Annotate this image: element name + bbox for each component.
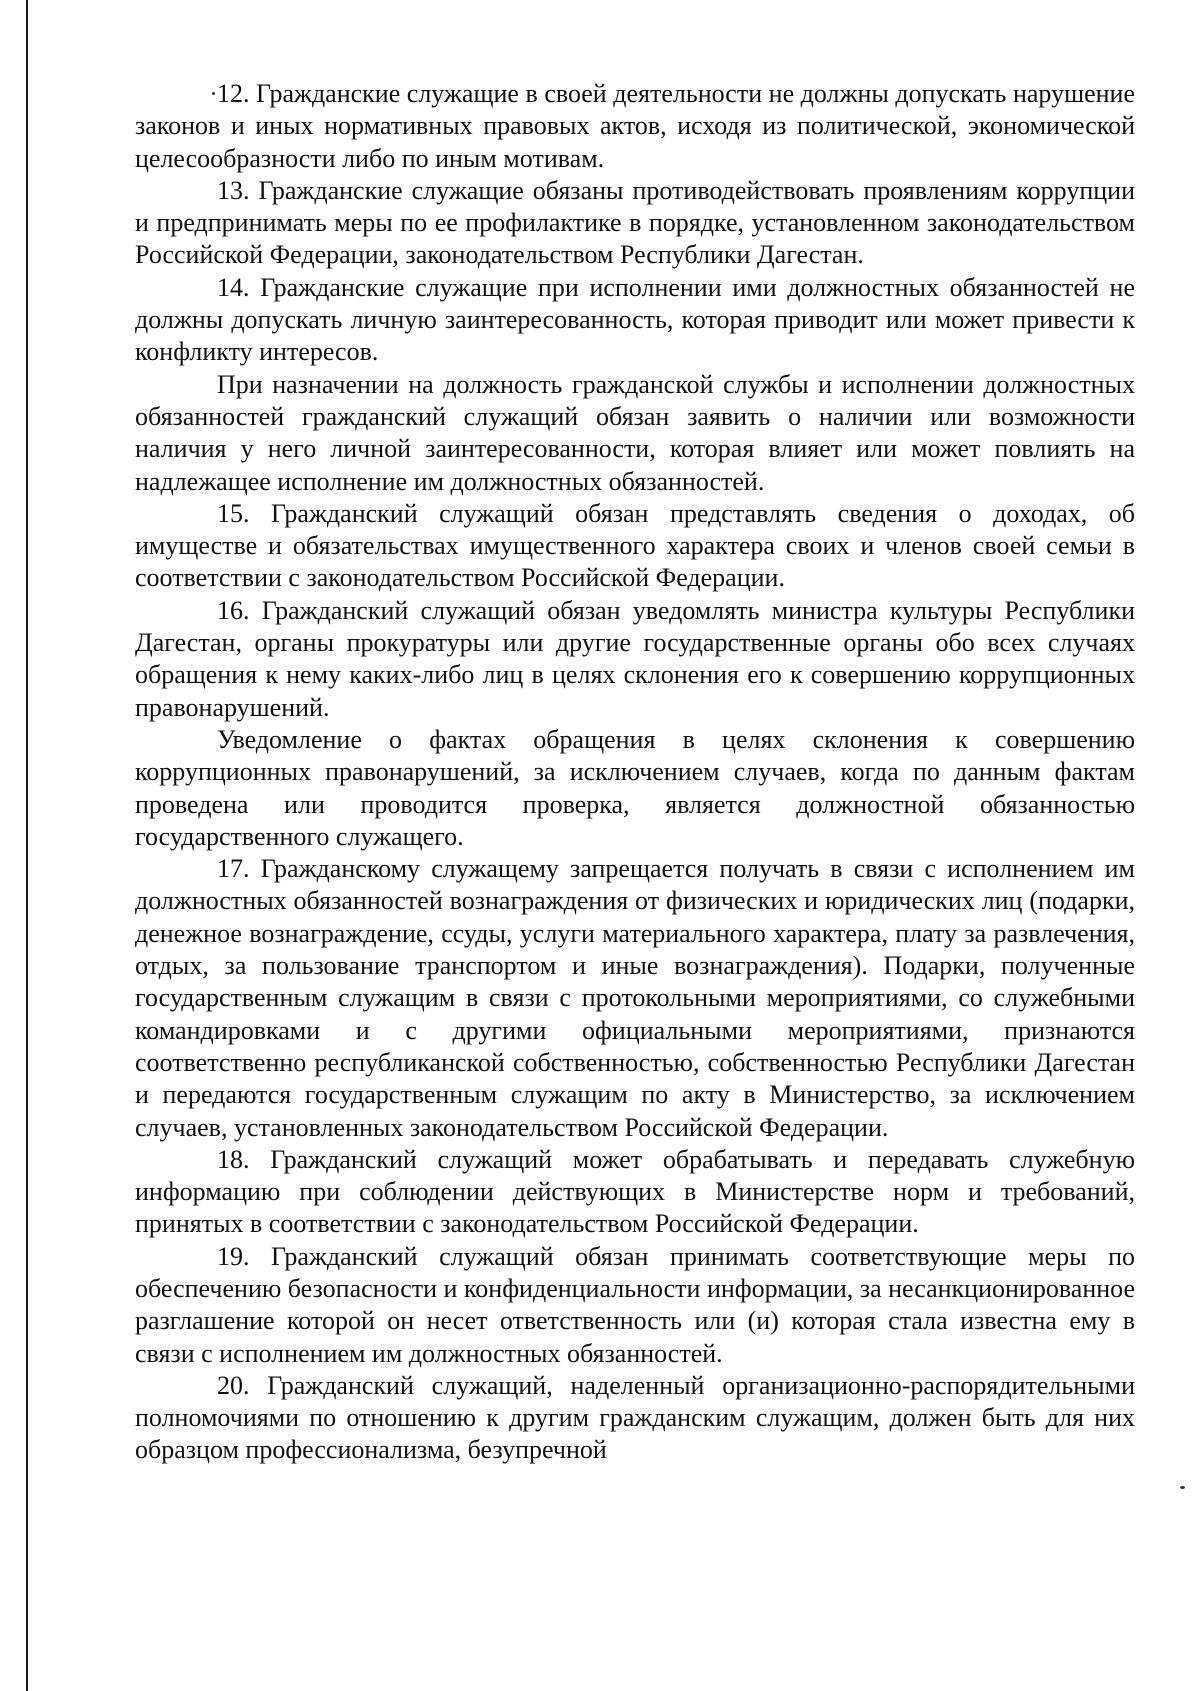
paragraph-12: 12. Гражданские служащие в своей деятельности не должны допускать нарушение законов и иных нормативных правовых актов, исходя из политической, экономической целесообразности либо по иным мотивам. xyxy=(135,79,1135,173)
paragraph-18: 18. Гражданский служащий может обрабатывать и передавать служебную информацию при соблюдении действующих в Министерстве норм и требований, принятых в соответствии с законодательством Российской Федерации. xyxy=(135,1144,1135,1239)
scan-speck xyxy=(1180,1486,1185,1489)
paragraph-13: 13. Гражданские служащие обязаны противодействовать проявлениям коррупции и предпринимать меры по ее профилактике в порядке, установленном законодательством Российской Федерации, законодательством Республики Дагестан. xyxy=(135,175,1135,270)
document-body xyxy=(135,78,1135,1467)
paragraph-20: 20. Гражданский служащий, наделенный организационно-распорядительными полномочиями по отношению к другим гражданским служащим, должен быть для них образцом профессионализма, безупречной xyxy=(135,1370,1135,1465)
paragraph-16-continued: Уведомление о фактах обращения в целях склонения к совершению коррупционных правонарушений, за исключением случаев, когда по данным фактам проведена или проводится проверка, является должностной обязанностью государственного служащего. xyxy=(135,724,1135,851)
paragraph-15: 15. Гражданский служащий обязан представлять сведения о доходах, об имуществе и обязательствах имущественного характера своих и членов своей семьи в соответствии с законодательством Российской Федерации. xyxy=(135,498,1135,593)
paragraph-16: 16. Гражданский служащий обязан уведомлять министра культуры Республики Дагестан, органы прокуратуры или другие государственные органы обо всех случаях обращения к нему каких-либо лиц в целях склонения его к совершению коррупционных правонарушений. xyxy=(135,595,1135,722)
paragraph-17: 17. Гражданскому служащему запрещается получать в связи с исполнением им должностных обязанностей вознаграждения от физических и юридических лиц (подарки, денежное вознаграждение, ссуды, услуги материального характера, плату за развлечения, отдых, за пользование транспортом и иные вознаграждения). Подарки, полученные государственным служащим в связи с протокольными мероприятиями, со служебными командировками и с другими официальными мероприятиями, признаются соответственно республиканской собственностью, собственностью Республики Дагестан и передаются государственным служащим по акту в Министерство, за исключением случаев, установленных законодательством Российской Федерации. xyxy=(135,854,1135,1142)
paragraph-14: 14. Гражданские служащие при исполнении ими должностных обязанностей не должны допускать личную заинтересованность, которая приводит или может привести к конфликту интересов. xyxy=(135,272,1135,367)
paragraph-19: 19. Гражданский служащий обязан принимать соответствующие меры по обеспечению безопасности и конфиденциальности информации, за несанкционированное разглашение которой он несет ответственность или (и) которая стала известна ему в связи с исполнением им должностных обязанностей. xyxy=(135,1241,1135,1368)
scan-edge-line xyxy=(26,0,28,1691)
paragraph-14-continued: При назначении на должность гражданской службы и исполнении должностных обязанностей гражданский служащий обязан заявить о наличии или возможности наличия у него личной заинтересованности, которая влияет или может повлиять на надлежащее исполнение им должностных обязанностей. xyxy=(135,369,1135,496)
